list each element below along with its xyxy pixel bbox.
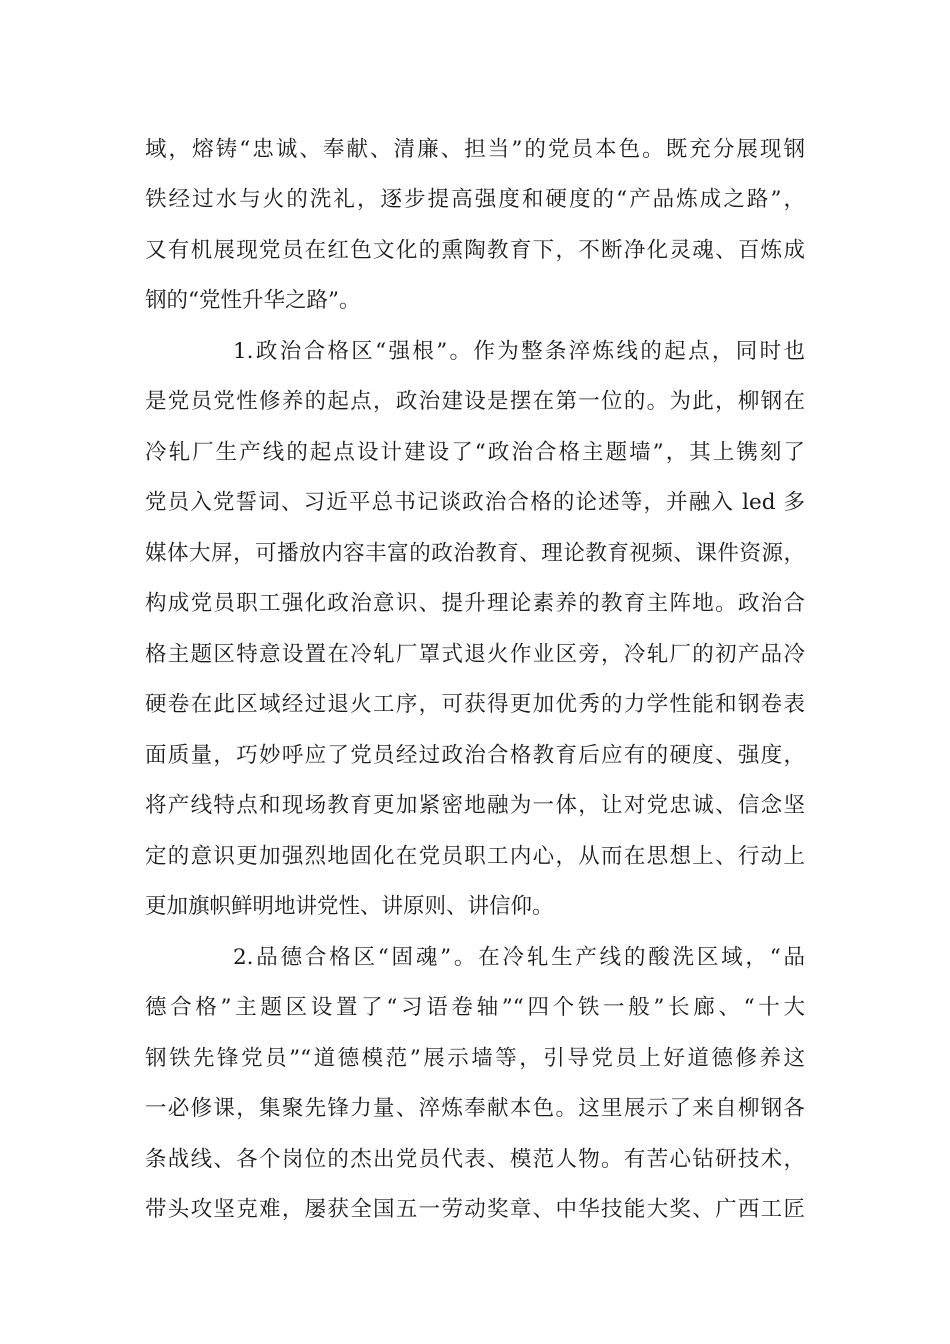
text-line-12: 硬卷在此区域经过退火工序，可获得更加优秀的力学性能和钢卷表 [145,692,805,717]
text-line-11: 格主题区特意设置在冷轧厂罩式退火作业区旁，冷轧厂的初产品冷 [145,642,805,667]
text-line-16: 更加旗帜鲜明地讲党性、讲原则、讲信仰。 [145,894,554,919]
text-line-6: 是党员党性修养的起点，政治建设是摆在第一位的。为此，柳钢在 [145,389,805,414]
text-line-21: 条战线、各个岗位的杰出党员代表、模范人物。有苦心钻研技术， [145,1147,805,1172]
text-line-10: 构成党员职工强化政治意识、提升理论素养的教育主阵地。政治合 [145,591,805,616]
text-line-9: 媒体大屏，可播放内容丰富的政治教育、理论教育视频、课件资源， [145,541,805,566]
text-line-4: 钢的“党性升华之路”。 [145,288,361,313]
text-line-14: 将产线特点和现场教育更加紧密地融为一体，让对党忠诚、信念坚 [145,793,805,818]
text-line-20: 一必修课，集聚先锋力量、淬炼奉献本色。这里展示了来自柳钢各 [145,1096,805,1121]
text-line-1: 域，熔铸“忠诚、奉献、清廉、担当”的党员本色。既充分展现钢 [145,137,805,162]
text-line-17: 2.品德合格区“固魂”。在冷轧生产线的酸洗区域，“品 [233,945,805,970]
text-line-8: 党员入党誓词、习近平总书记谈政治合格的论述等，并融入 led 多 [145,490,805,515]
text-line-3: 又有机展现党员在红色文化的熏陶教育下，不断净化灵魂、百炼成 [145,238,805,263]
text-line-15: 定的意识更加强烈地固化在党员职工内心，从而在思想上、行动上 [145,844,805,869]
text-line-5: 1.政治合格区“强根”。作为整条淬炼线的起点，同时也 [233,339,805,364]
text-line-22: 带头攻坚克难，屡获全国五一劳动奖章、中华技能大奖、广西工匠 [145,1197,805,1222]
text-line-19: 钢铁先锋党员”“道德模范”展示墙等，引导党员上好道德修养这 [145,1046,805,1071]
text-line-7: 冷轧厂生产线的起点设计建设了“政治合格主题墙”，其上镌刻了 [145,440,805,465]
text-line-2: 铁经过水与火的洗礼，逐步提高强度和硬度的“产品炼成之路”， [145,187,805,212]
text-line-13: 面质量，巧妙呼应了党员经过政治合格教育后应有的硬度、强度， [145,743,805,768]
text-line-18: 德合格”主题区设置了“习语卷轴”“四个铁一般”长廊、“十大 [145,995,805,1020]
